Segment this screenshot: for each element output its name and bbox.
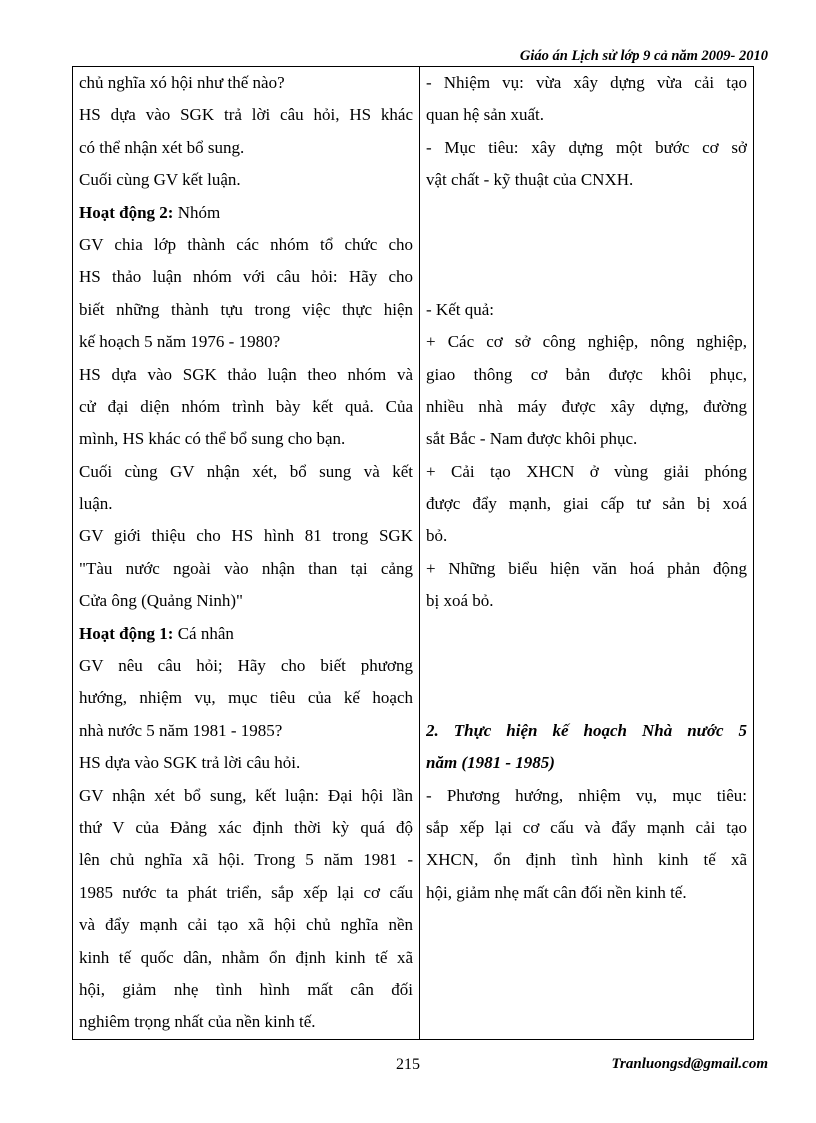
text-line: - Nhiệm vụ: vừa xây dựng vừa cải tạo [426, 73, 747, 92]
blank-line [426, 650, 747, 682]
text-line: + Những biểu hiện văn hoá phản động [426, 558, 747, 578]
text-line: GV nhận xét bổ sung, kết luận: Đại hội lần [79, 785, 413, 805]
text-line: GV giới thiệu cho HS hình 81 trong SGK [79, 526, 413, 546]
text-line: bị xoá bỏ. [426, 591, 494, 611]
blank-line [426, 618, 747, 650]
text-line: "Tàu nước ngoài vào nhận than tại cảng [79, 558, 413, 578]
blank-line [426, 229, 747, 261]
text-line: kinh tế quốc dân, nhằm ổn định kinh tế xã [79, 947, 413, 967]
text-line: - Kết quả: [426, 299, 494, 319]
activity-heading [79, 197, 413, 229]
blank-line [426, 261, 747, 293]
text-line: GV chia lớp thành các nhóm tổ chức cho [79, 234, 413, 254]
text-line: giao thông cơ bản được khôi phục, [426, 364, 747, 384]
text-line: - Phương hướng, nhiệm vụ, mục tiêu: [426, 785, 747, 805]
text-line: nhà nước 5 năm 1981 - 1985? [79, 720, 283, 740]
activity-label: Hoạt động 1: [79, 623, 174, 643]
text-line: HS dựa vào SGK thảo luận theo nhóm và [79, 364, 413, 384]
text-line: bỏ. [426, 526, 448, 546]
activity-label: Hoạt động 2: [79, 202, 174, 222]
text-line: Cuối cùng GV nhận xét, bổ sung và kết [79, 461, 413, 481]
text-line: HS thảo luận nhóm với câu hỏi: Hãy cho [79, 267, 413, 287]
text-line: sắp xếp lại cơ cấu và đẩy mạnh cải tạo [426, 817, 747, 837]
text-line: mình, HS khác có thể bổ sung cho bạn. [79, 429, 346, 449]
text-line: vật chất - kỹ thuật của CNXH. [426, 170, 634, 190]
blank-line [426, 682, 747, 714]
text-line: hội, giảm nhẹ mất cân đối nền kinh tế. [426, 882, 687, 902]
text-line: sắt Bắc - Nam được khôi phục. [426, 429, 638, 449]
text-line: lên chủ nghĩa xã hội. Trong 5 năm 1981 - [79, 850, 413, 870]
teacher-student-activities-column [73, 67, 420, 1040]
text-line: HS dựa vào SGK trả lời câu hỏi. [79, 753, 301, 773]
text-line: - Mục tiêu: xây dựng một bước cơ sở [426, 137, 747, 157]
text-line: hội, giảm nhẹ tình hình mất cân đối [79, 979, 413, 999]
lesson-table [72, 66, 754, 1040]
text-line: 1985 nước ta phát triển, sắp xếp lại cơ cấu [79, 882, 413, 902]
text-line: Cuối cùng GV kết luận. [79, 170, 241, 190]
content-notes-column [420, 67, 754, 1040]
blank-line [426, 197, 747, 229]
text-line: Cửa ông (Quảng Ninh)" [79, 591, 243, 611]
page-number: 215 [396, 1056, 420, 1073]
text-line: + Cải tạo XHCN ở vùng giải phóng [426, 461, 747, 481]
section-heading: năm (1981 - 1985) [426, 753, 555, 773]
activity-type: Cá nhân [177, 623, 234, 643]
text-line: nhiều nhà máy được xây dựng, đường [426, 396, 747, 416]
text-line: nghiêm trọng nhất của nền kinh tế. [79, 1012, 316, 1032]
activity-heading [79, 618, 413, 650]
text-line: biết những thành tựu trong việc thực hiện [79, 299, 413, 319]
document-header: Giáo án Lịch sử lớp 9 cả năm 2009- 2010 [519, 48, 768, 64]
text-line: HS dựa vào SGK trả lời câu hỏi, HS khác [79, 105, 413, 125]
text-line: kế hoạch 5 năm 1976 - 1980? [79, 332, 281, 352]
text-line: quan hệ sản xuất. [426, 105, 545, 125]
activity-type: Nhóm [177, 202, 221, 222]
text-line: + Các cơ sở công nghiệp, nông nghiệp, [426, 332, 747, 352]
text-line: GV nêu câu hỏi; Hãy cho biết phương [79, 656, 413, 676]
text-line: chủ nghĩa xó hội như thế nào? [79, 73, 285, 92]
text-line: XHCN, ổn định tình hình kinh tế xã [426, 850, 747, 870]
text-line: được đẩy mạnh, giai cấp tư sản bị xoá [426, 494, 747, 514]
text-line: thứ V của Đảng xác định thời kỳ quá độ [79, 817, 413, 837]
text-line: cử đại diện nhóm trình bày kết quả. Của [79, 396, 413, 416]
text-line: và đẩy mạnh cải tạo xã hội chủ nghĩa nền [79, 915, 413, 935]
section-heading: 2. Thực hiện kế hoạch Nhà nước 5 [426, 720, 747, 740]
author-email: Tranluongsd@gmail.com [611, 1056, 768, 1072]
text-line: luận. [79, 494, 113, 514]
text-line: có thể nhận xét bổ sung. [79, 137, 245, 157]
text-line: hướng, nhiệm vụ, mục tiêu của kế hoạch [79, 688, 413, 708]
